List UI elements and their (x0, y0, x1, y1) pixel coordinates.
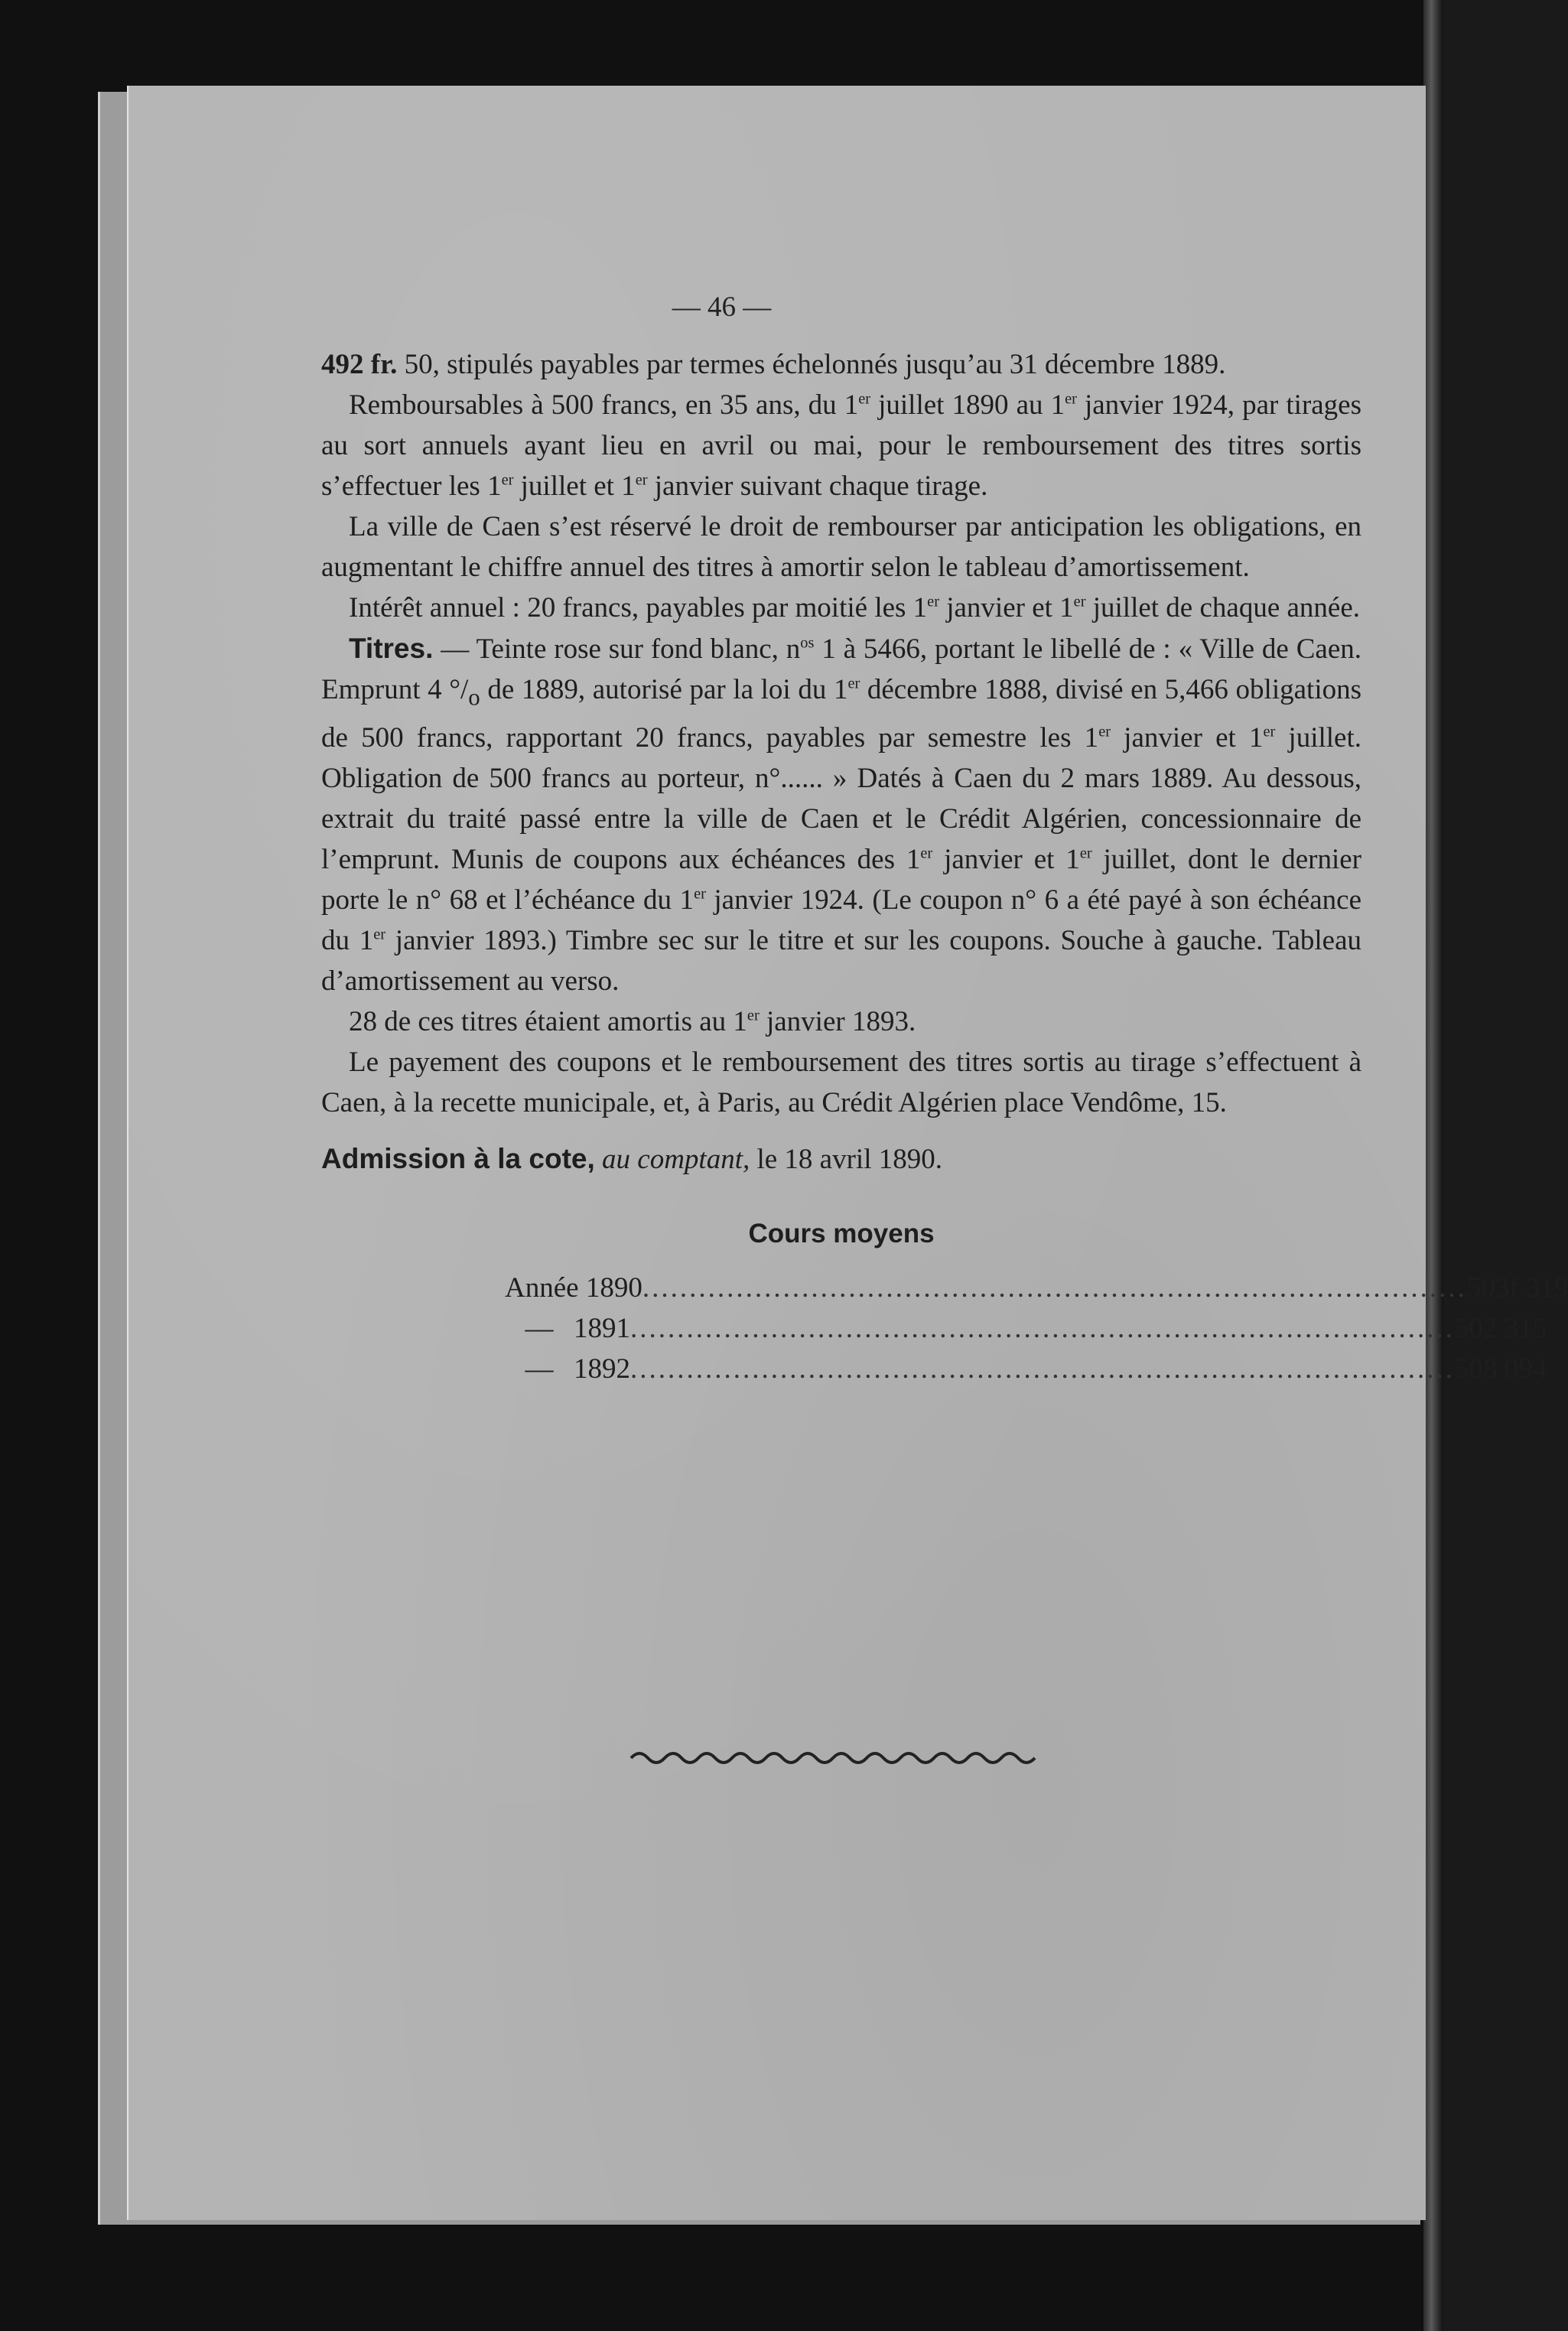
p5-a: — Teinte rose sur fond blanc, n (433, 633, 801, 665)
p5-sup-nos: os (800, 634, 815, 652)
p2-d: juillet et 1 (513, 470, 636, 502)
cours-table (505, 1268, 1568, 1389)
body-text (321, 291, 1568, 1389)
p5-j: janvier 1893.) Timbre sec sur le titre et sur les coupons. Souche à gauche. Tableau d’amortissement au verso. (321, 925, 1361, 998)
p4-sup2: er (1073, 593, 1086, 610)
p5-sup7: er (373, 926, 386, 944)
p4-sup1: er (927, 593, 939, 610)
cours-value: 508 094 (1455, 1353, 1547, 1385)
paragraph-1 (321, 344, 1361, 385)
p2-c: janvier 1924, par tirages au sort annuels ayant lieu en avril ou mai, pour le remboursement des titres sortis s’effectuer les 1 (321, 389, 1362, 502)
p2-b: juillet 1890 au 1 (870, 389, 1065, 421)
cours-value: 503f 319 (1466, 1272, 1568, 1304)
ditto-dash: — (525, 1353, 554, 1385)
p2-sup1: er (858, 390, 871, 408)
p5-sup5: er (1079, 845, 1092, 863)
cours-year-label: 1891 (574, 1313, 630, 1345)
wavy-ornament (631, 1747, 1036, 1769)
p2-sup4: er (635, 471, 648, 489)
p5-sup3: er (1263, 724, 1276, 741)
cours-title: Cours moyens (748, 1219, 935, 1249)
leader-dots: ........................................................................................ (630, 1313, 1455, 1345)
binding-edge (1423, 0, 1443, 2331)
cours-year-cell (505, 1349, 630, 1389)
paragraph-3: La ville de Caen s’est réservé le droit de rembourser par anticipation les obligations, en augmentant le chiffre annuel des titres à amortir selon le tableau d’amortissement. (321, 511, 1361, 583)
paragraph-5 (321, 628, 1361, 1001)
admission-italic: au comptant, (594, 1144, 750, 1176)
p5-sup4: er (920, 845, 933, 863)
paragraph-6 (321, 1001, 1361, 1042)
p6-sup1: er (747, 1008, 760, 1025)
p2-sup3: er (501, 471, 514, 489)
titres-label: Titres. (349, 633, 434, 664)
admission-rest: le 18 avril 1890. (750, 1144, 942, 1176)
p5-b: 1 à 5466, portant le libellé de : « Ville de Caen. Emprunt 4 °/ (321, 633, 1361, 705)
page-number: — 46 — (672, 291, 772, 323)
p2-sup2: er (1065, 390, 1077, 408)
p4-a: Intérêt annuel : 20 francs, payables par moitié les 1 (349, 592, 928, 623)
p5-d: décembre 1888, divisé en 5,466 obligations de 500 francs, rapportant 20 francs, payables par semestre les 1 (321, 674, 1361, 754)
p5-h: juillet, dont le dernier porte le n° 68 et l’échéance du 1 (321, 844, 1362, 916)
p4-c: juillet de chaque année. (1085, 592, 1361, 623)
paragraph-4 (321, 588, 1361, 628)
cours-row (505, 1268, 1568, 1308)
leader-dots: ........................................................................................ (630, 1353, 1455, 1385)
cours-year-label: 1892 (574, 1353, 630, 1385)
p5-sub-o: o (468, 684, 480, 711)
p6-b: janvier 1893. (759, 1006, 916, 1038)
p2-e: janvier suivant chaque tirage. (647, 470, 988, 502)
ditto-dash: — (525, 1313, 554, 1345)
cours-year-cell (505, 1308, 630, 1349)
p5-e: janvier et 1 (1111, 722, 1264, 754)
cours-row (505, 1308, 1547, 1349)
p5-sup2: er (1098, 724, 1111, 741)
p5-sup6: er (694, 886, 706, 903)
cours-row (505, 1349, 1547, 1389)
admission-line (321, 1138, 1361, 1180)
admission-label: Admission à la cote, (321, 1143, 595, 1175)
p2-a: Remboursables à 500 francs, en 35 ans, du 1 (349, 389, 859, 421)
p5-sup1: er (847, 675, 860, 692)
cours-year-label: Année 1890 (505, 1272, 642, 1304)
p5-g: janvier et 1 (932, 844, 1080, 876)
paragraph-7: Le payement des coupons et le remboursement des titres sortis au tirage s’effectuent à Caen, à la recette municipale, et, à Paris, au Crédit Algérien place Vendôme, 15. (321, 1047, 1361, 1119)
leader-dots: ........................................................................................ (642, 1272, 1467, 1304)
p6-a: 28 de ces titres étaient amortis au 1 (349, 1006, 747, 1038)
p5-f: juillet. Obligation de 500 francs au porteur, n°...... » Datés à Caen du 2 mars 1889. Au dessous, extrait du traité passé entre la ville de Caen et le Crédit Algérien, concessionnaire de l’emprunt. Munis de coupons aux échéances des 1 (321, 722, 1361, 876)
p5-c: de 1889, autorisé par la loi du 1 (480, 674, 848, 705)
amount-lead: 492 fr. (321, 349, 398, 380)
paragraph-1-text: 50, stipulés payables par termes échelonnés jusqu’au 31 décembre 1889. (397, 349, 1226, 380)
cours-value: 502 315 (1455, 1313, 1547, 1345)
p5-i: janvier 1924. (Le coupon n° 6 a été payé à son échéance du 1 (321, 884, 1361, 957)
p4-b: janvier et 1 (939, 592, 1074, 623)
paragraph-2 (321, 385, 1361, 506)
